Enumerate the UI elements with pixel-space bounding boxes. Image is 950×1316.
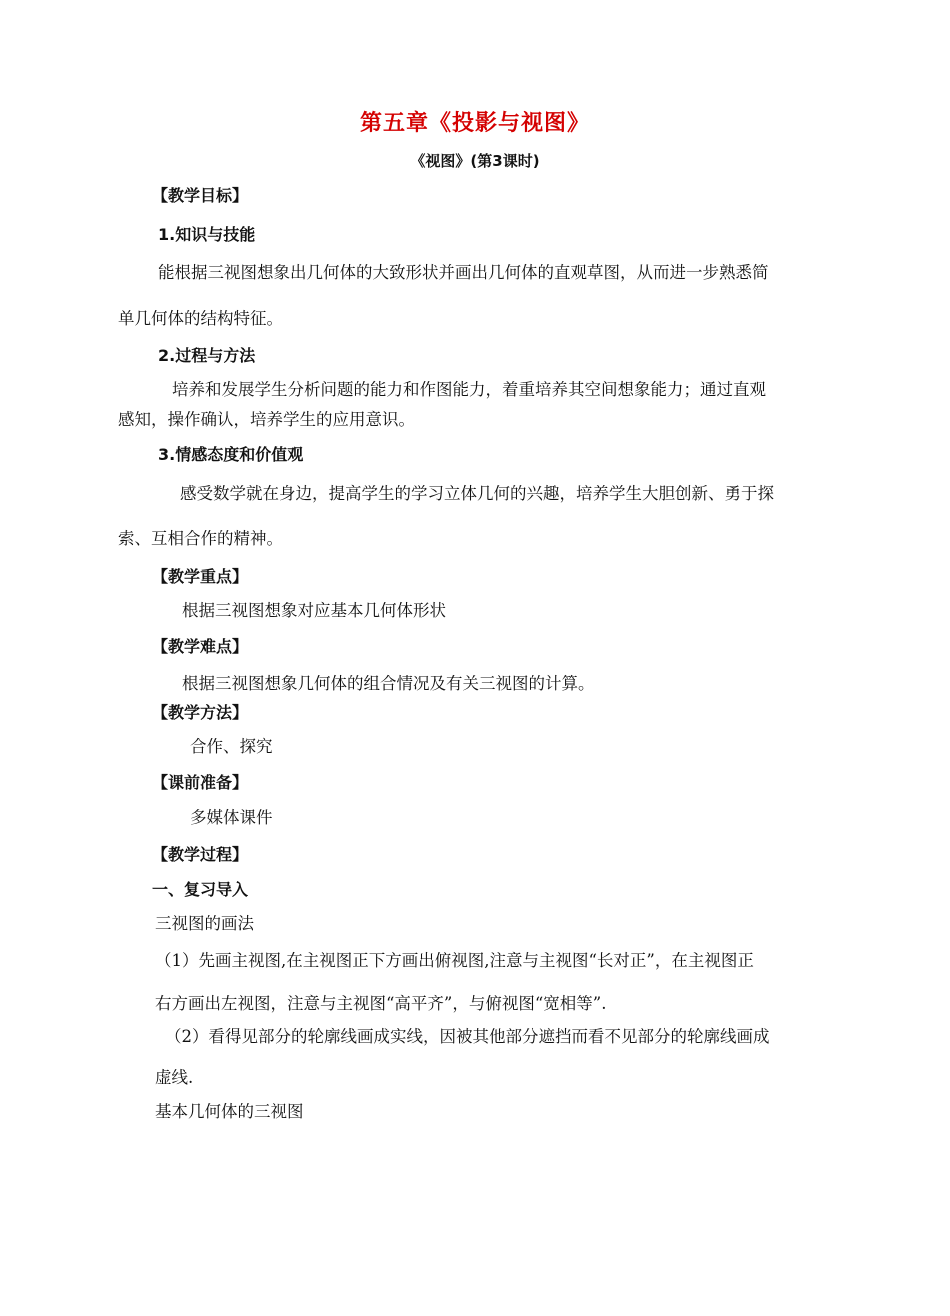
section1-heading: 一、复习导入: [152, 880, 249, 899]
keypoint-text: 根据三视图想象对应基本几何体形状: [182, 601, 446, 620]
page-title: 第五章《投影与视图》: [359, 111, 590, 136]
knowledge-text-line-2: 单几何体的结构特征。: [118, 309, 283, 328]
difficulty-text: 根据三视图想象几何体的组合情况及有关三视图的计算。: [182, 674, 595, 693]
objectives-heading: 【教学目标】: [152, 186, 249, 205]
procedure-heading: 【教学过程】: [152, 845, 249, 864]
step1-text-line-2: 右方画出左视图，注意与主视图“高平齐”，与俯视图“宽相等”.: [155, 994, 607, 1013]
prep-text: 多媒体课件: [190, 808, 273, 827]
method-heading: 【教学方法】: [152, 703, 249, 722]
basic-views-title: 基本几何体的三视图: [155, 1102, 304, 1121]
step1-text-line-1: （1）先画主视图,在主视图正下方画出俯视图,注意与主视图“长对正”，在主视图正: [155, 951, 754, 970]
method-text: 合作、探究: [190, 737, 273, 756]
page-subtitle: 《视图》(第3课时): [410, 152, 540, 170]
attitude-text-line-2: 索、互相合作的精神。: [118, 529, 283, 548]
process-text-line-1: 培养和发展学生分析问题的能力和作图能力，着重培养其空间想象能力；通过直观: [172, 380, 766, 399]
prep-heading: 【课前准备】: [152, 773, 249, 792]
knowledge-heading: 1.知识与技能: [158, 225, 256, 244]
knowledge-text-line-1: 能根据三视图想象出几何体的大致形状并画出几何体的直观草图，从而进一步熟悉简: [158, 263, 769, 282]
attitude-heading: 3.情感态度和价值观: [158, 445, 304, 464]
difficulty-heading: 【教学难点】: [152, 637, 249, 656]
draw-method-title: 三视图的画法: [155, 914, 254, 933]
step2-text-line-1: （2）看得见部分的轮廓线画成实线，因被其他部分遮挡而看不见部分的轮廓线画成: [165, 1027, 770, 1046]
process-text-line-2: 感知，操作确认，培养学生的应用意识。: [118, 410, 415, 429]
process-heading: 2.过程与方法: [158, 346, 256, 365]
step2-text-line-2: 虚线.: [155, 1068, 194, 1087]
keypoint-heading: 【教学重点】: [152, 567, 249, 586]
attitude-text-line-1: 感受数学就在身边，提高学生的学习立体几何的兴趣，培养学生大胆创新、勇于探: [180, 484, 774, 503]
